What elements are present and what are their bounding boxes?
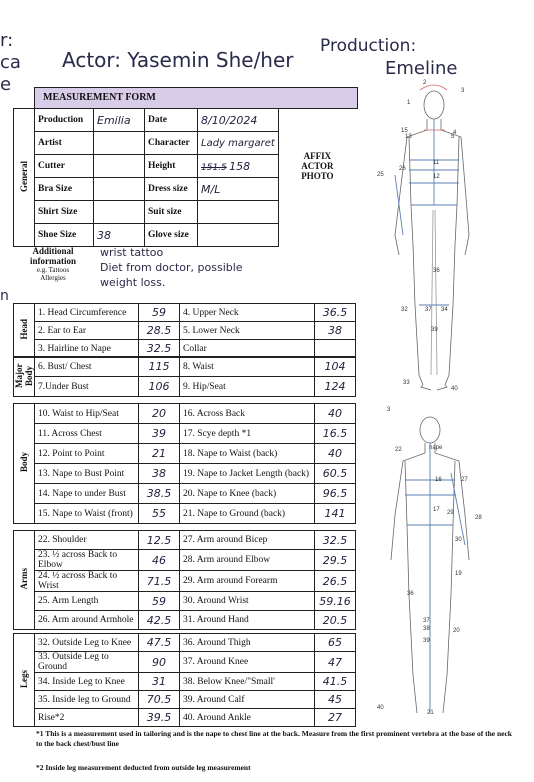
cutter-label-cell: Cutter xyxy=(35,155,94,178)
body-table xyxy=(13,403,356,524)
measurement-label: 25. Arm Length xyxy=(35,592,139,611)
height-value-cell: 151.5 158 xyxy=(198,155,279,178)
measurement-value: 59.16 xyxy=(315,592,356,611)
measurement-label: 24. ½ across Back to Wrist xyxy=(35,571,139,592)
diagram-label: 36 xyxy=(407,591,414,597)
table-row xyxy=(14,634,356,652)
arm-table xyxy=(13,530,356,630)
shirt-value-cell xyxy=(94,201,145,224)
diagram-label: 22 xyxy=(395,447,402,453)
diagram-label: 40 xyxy=(377,705,384,711)
measurement-value: 38 xyxy=(315,322,356,340)
table-row xyxy=(14,571,356,592)
measurement-value: 55 xyxy=(139,504,180,524)
measurement-value: 115 xyxy=(139,357,180,377)
measurement-label: 37. Around Knee xyxy=(180,652,315,673)
measurement-label: 30. Around Wrist xyxy=(180,592,315,611)
measurement-label: 1. Head Circumference xyxy=(35,304,139,322)
diagram-label: 16 xyxy=(435,477,442,483)
measurement-label: 6. Bust/ Chest xyxy=(35,357,139,377)
measurement-value: 16.5 xyxy=(315,424,356,444)
head-table-section-label: Head xyxy=(14,304,35,358)
additional-line-3: weight loss. xyxy=(100,276,166,289)
diagram-label: 28 xyxy=(475,515,482,521)
measurement-label: 3. Hairline to Nape xyxy=(35,340,139,358)
diagram-label: 29 xyxy=(447,510,454,516)
measurement-value: 28.5 xyxy=(139,322,180,340)
measurement-value: 39.5 xyxy=(139,709,180,727)
left-fragment-2: ca xyxy=(0,52,21,73)
measurement-label: 26. Arm around Armhole xyxy=(35,611,139,630)
measurement-value: 29.5 xyxy=(315,550,356,571)
measurement-value: 39 xyxy=(139,424,180,444)
glove-label-cell: Glove size xyxy=(145,224,198,247)
form-title-text: MEASUREMENT FORM xyxy=(43,92,156,103)
date-label-cell: Date xyxy=(145,109,198,132)
cutter-value-cell xyxy=(94,155,145,178)
diagram-label: 3 xyxy=(461,88,465,94)
measurement-label: 17. Scye depth *1 xyxy=(180,424,315,444)
table-row xyxy=(14,652,356,673)
production-value-cell: Emilia xyxy=(94,109,145,132)
footnote-2: *2 Inside leg measurement deducted from outside leg measurement xyxy=(36,763,251,772)
measurement-label: 2. Ear to Ear xyxy=(35,322,139,340)
front-measure-lines xyxy=(395,119,459,305)
diagram-label: 15 xyxy=(401,128,408,134)
measurement-label: 9. Hip/Seat xyxy=(180,377,315,397)
diagram-label: 19 xyxy=(455,571,462,577)
measurement-value: 31 xyxy=(139,673,180,691)
diagram-label: 33 xyxy=(403,380,410,386)
diagram-label: 27 xyxy=(461,477,468,483)
diagram-label: 3 xyxy=(387,407,391,413)
measurement-label: 31. Around Hand xyxy=(180,611,315,630)
measurement-label: 8. Waist xyxy=(180,357,315,377)
measurement-value: 38.5 xyxy=(139,484,180,504)
shirt-label-cell: Shirt Size xyxy=(35,201,94,224)
affix-photo: AFFIX ACTOR PHOTO xyxy=(301,151,334,181)
measurement-value: 27 xyxy=(315,709,356,727)
diagram-label: nape xyxy=(429,445,443,451)
measurement-label: 10. Waist to Hip/Seat xyxy=(35,404,139,424)
measurement-value: 90 xyxy=(139,652,180,673)
measurement-value: 36.5 xyxy=(315,304,356,322)
body-table-section-label: Body xyxy=(14,404,35,524)
table-row xyxy=(14,444,356,464)
character-value-cell: Lady margaret xyxy=(198,132,279,155)
glove-value-cell xyxy=(198,224,279,247)
production-label: Production: xyxy=(320,36,417,56)
major-table-section-label: Major Body xyxy=(14,357,35,397)
table-row xyxy=(14,464,356,484)
measurement-value: 60.5 xyxy=(315,464,356,484)
suit-label-cell: Suit size xyxy=(145,201,198,224)
diagram-label: 1 xyxy=(407,100,411,106)
diagram-label: 30 xyxy=(455,537,462,543)
suit-value-cell xyxy=(198,201,279,224)
measurement-label: 32. Outside Leg to Knee xyxy=(35,634,139,652)
measurement-label: 27. Arm around Bicep xyxy=(180,531,315,550)
measurement-value: 20 xyxy=(139,404,180,424)
measurement-value: 141 xyxy=(315,504,356,524)
measurement-label: 13. Nape to Bust Point xyxy=(35,464,139,484)
measurement-value: 42.5 xyxy=(139,611,180,630)
table-row xyxy=(14,550,356,571)
measurement-value: 40 xyxy=(315,444,356,464)
measurement-label: 5. Lower Neck xyxy=(180,322,315,340)
head-table xyxy=(13,303,356,358)
height-label-cell: Height xyxy=(145,155,198,178)
table-row xyxy=(14,531,356,550)
measurement-value: 124 xyxy=(315,377,356,397)
measurement-label: 16. Across Back xyxy=(180,404,315,424)
measurement-value: 47.5 xyxy=(139,634,180,652)
left-fragment-3: e xyxy=(0,74,12,95)
additional-line-2: Diet from doctor, possible xyxy=(100,261,243,274)
measurement-value: 59 xyxy=(139,304,180,322)
diagram-label: 37 xyxy=(425,307,432,313)
actor-line: Actor: Yasemin She/her xyxy=(62,48,294,72)
measurement-label: 28. Arm around Elbow xyxy=(180,550,315,571)
measurement-value: 96.5 xyxy=(315,484,356,504)
diagram-label: 32 xyxy=(401,307,408,313)
diagram-label: 37 xyxy=(423,618,430,624)
table-row xyxy=(14,404,356,424)
table-row xyxy=(14,673,356,691)
diagram-label: 39 xyxy=(431,327,438,333)
diagram-label: 25 xyxy=(377,172,384,178)
footnote-1: *1 This is a measurement used in tailoring and is the nape to chest line at the back. Measure from the first prominent vertebra at the base of the neck to the back chest/bust line xyxy=(36,729,512,748)
table-row xyxy=(14,424,356,444)
table-row xyxy=(14,691,356,709)
production-value: Emeline xyxy=(385,58,458,79)
table-row xyxy=(14,709,356,727)
measurement-value: 104 xyxy=(315,357,356,377)
measurement-value xyxy=(315,340,356,358)
measurement-label: 18. Nape to Waist (back) xyxy=(180,444,315,464)
leg-table-section-label: Legs xyxy=(14,634,35,727)
shoe-label-cell: Shoe Size xyxy=(35,224,94,247)
diagram-label: 2 xyxy=(423,80,427,86)
diagram-label: 13 xyxy=(405,134,412,140)
table-row xyxy=(14,304,356,322)
diagram-labels xyxy=(377,80,482,716)
measurement-label: 22. Shoulder xyxy=(35,531,139,550)
measurement-label: 21. Nape to Ground (back) xyxy=(180,504,315,524)
back-measure-lines xyxy=(405,443,465,713)
measurement-label: 19. Nape to Jacket Length (back) xyxy=(180,464,315,484)
table-row xyxy=(14,322,356,340)
general-section-label: General xyxy=(14,109,35,247)
table-row xyxy=(14,340,356,358)
dress-label-cell: Dress size xyxy=(145,178,198,201)
measurement-value: 65 xyxy=(315,634,356,652)
measurement-value: 40 xyxy=(315,404,356,424)
diagram-label: 38 xyxy=(423,626,430,632)
major-table xyxy=(13,356,356,397)
bra-label-cell: Bra Size xyxy=(35,178,94,201)
left-fragment-1: r: xyxy=(0,30,14,51)
table-row xyxy=(14,357,356,377)
body-measurement-diagram xyxy=(365,75,530,725)
measurement-value: 26.5 xyxy=(315,571,356,592)
measurement-label: 23. ½ across Back to Elbow xyxy=(35,550,139,571)
diagram-label: 34 xyxy=(441,307,448,313)
diagram-label: 21 xyxy=(427,710,434,716)
left-fragment-4: n xyxy=(0,288,9,304)
shoe-value-cell: 38 xyxy=(94,224,145,247)
measurement-label: 12. Point to Point xyxy=(35,444,139,464)
diagram-label: 39 xyxy=(423,638,430,644)
measurement-value: 71.5 xyxy=(139,571,180,592)
artist-label-cell: Artist xyxy=(35,132,94,155)
arm-table-section-label: Arms xyxy=(14,531,35,630)
measurement-value: 41.5 xyxy=(315,673,356,691)
measurement-value: 70.5 xyxy=(139,691,180,709)
bra-value-cell xyxy=(94,178,145,201)
measurement-label: 40. Around Ankle xyxy=(180,709,315,727)
measurement-value: 38 xyxy=(139,464,180,484)
measurement-value: 32.5 xyxy=(139,340,180,358)
measurement-value: 45 xyxy=(315,691,356,709)
diagram-label: 20 xyxy=(453,628,460,634)
measurement-label: 4. Upper Neck xyxy=(180,304,315,322)
measurement-label: 14. Nape to under Bust xyxy=(35,484,139,504)
measurement-label: 29. Arm around Forearm xyxy=(180,571,315,592)
diagram-label: 40 xyxy=(451,386,458,392)
measurement-value: 21 xyxy=(139,444,180,464)
date-value-cell: 8/10/2024 xyxy=(198,109,279,132)
character-label-cell: Character xyxy=(145,132,198,155)
measurement-value: 46 xyxy=(139,550,180,571)
table-row xyxy=(14,504,356,524)
measurement-value: 47 xyxy=(315,652,356,673)
diagram-label: 11 xyxy=(433,160,440,166)
general-table xyxy=(13,108,356,247)
table-row xyxy=(14,592,356,611)
measurement-value: 20.5 xyxy=(315,611,356,630)
measurement-label: Collar xyxy=(180,340,315,358)
additional-info-label: Additional information e.g. Tattoos Allergies xyxy=(30,246,76,282)
production-label-cell: Production xyxy=(35,109,94,132)
diagram-label: 5 xyxy=(451,134,455,140)
measurement-label: 15. Nape to Waist (front) xyxy=(35,504,139,524)
measurement-value: 32.5 xyxy=(315,531,356,550)
measurement-label: 20. Nape to Knee (back) xyxy=(180,484,315,504)
dress-value-cell: M/L xyxy=(198,178,279,201)
additional-line-1: wrist tattoo xyxy=(100,246,164,259)
measurement-label: 7.Under Bust xyxy=(35,377,139,397)
table-row xyxy=(14,377,356,397)
diagram-label: 36 xyxy=(433,268,440,274)
diagram-label: 12 xyxy=(433,174,440,180)
measurement-label: 36. Around Thigh xyxy=(180,634,315,652)
measurement-label: 34. Inside Leg to Knee xyxy=(35,673,139,691)
measurement-label: 33. Outside Leg to Ground xyxy=(35,652,139,673)
measurement-value: 12.5 xyxy=(139,531,180,550)
diagram-label: 4 xyxy=(453,130,457,136)
measurement-label: 35. Inside leg to Ground xyxy=(35,691,139,709)
measurement-label: Rise*2 xyxy=(35,709,139,727)
measurement-value: 59 xyxy=(139,592,180,611)
measurement-label: 39. Around Calf xyxy=(180,691,315,709)
artist-value-cell xyxy=(94,132,145,155)
leg-table xyxy=(13,633,356,727)
form-title xyxy=(34,87,358,109)
measurement-label: 38. Below Knee/"Small' xyxy=(180,673,315,691)
diagram-label: 26 xyxy=(399,166,406,172)
table-row xyxy=(14,611,356,630)
measurement-label: 11. Across Chest xyxy=(35,424,139,444)
diagram-label: 17 xyxy=(433,507,440,513)
table-row xyxy=(14,484,356,504)
measurement-value: 106 xyxy=(139,377,180,397)
